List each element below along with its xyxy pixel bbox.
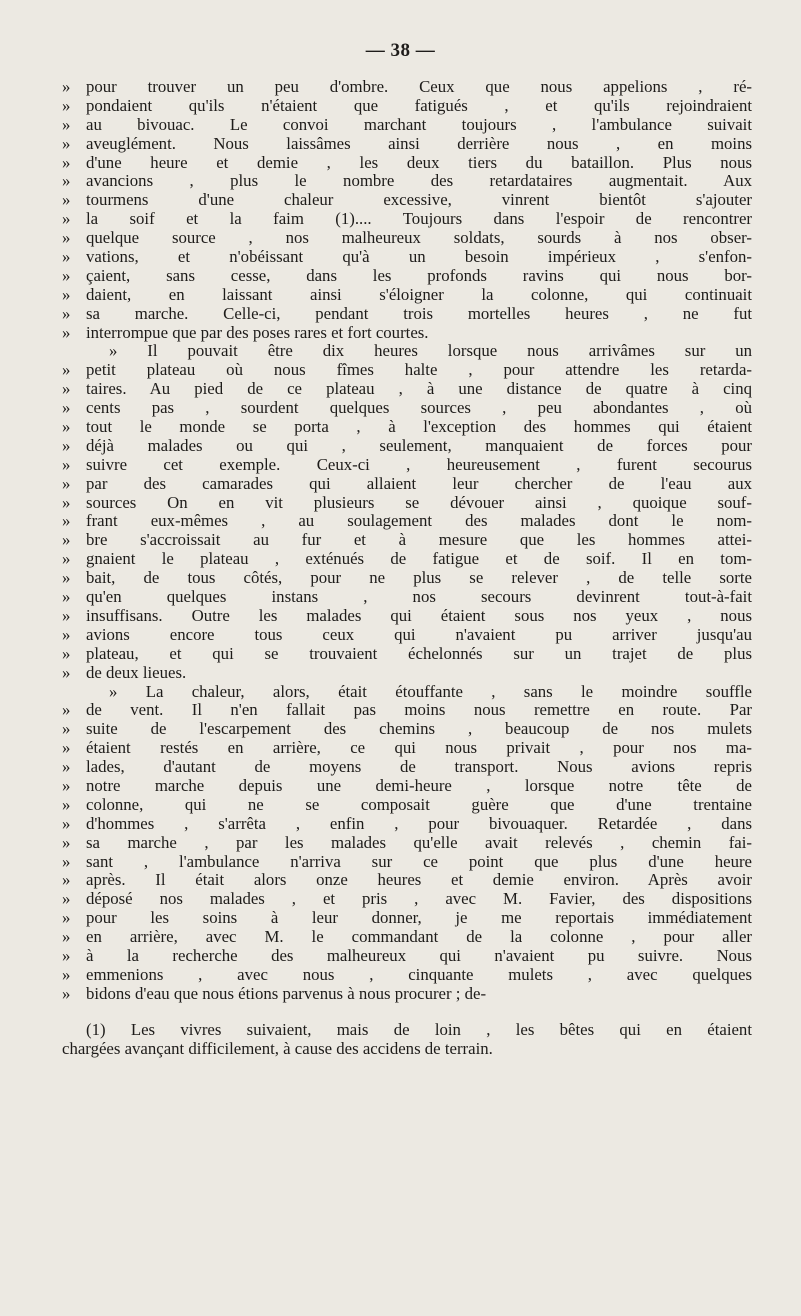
quote-mark: » (62, 964, 71, 984)
line-text: colonne, qui ne se composait guère que d'une trentaine (86, 795, 752, 814)
quote-mark: » (62, 813, 71, 833)
line-text: après. Il était alors onze heures et demie environ. Après avoir (86, 871, 752, 890)
text-line (62, 645, 752, 664)
line-text: avancions , plus le nombre des retardataires augmentait. Aux (86, 172, 752, 191)
line-text: quelque source , nos malheureux soldats, sourds à nos obser- (86, 229, 752, 248)
quote-mark: » (62, 927, 71, 947)
body-text (62, 78, 752, 1004)
line-text: suite de l'escarpement des chemins , beaucoup de nos mulets (86, 720, 752, 739)
line-text: pour les soins à leur donner, je me reportais immédiatement (86, 909, 752, 928)
text-line (62, 97, 752, 116)
quote-mark: » (62, 605, 71, 625)
line-text: pour trouver un peu d'ombre. Ceux que nous appelions , ré- (86, 78, 752, 96)
line-text: par des camarades qui allaient leur chercher de l'eau aux (86, 474, 752, 493)
line-text: plateau, et qui se trouvaient échelonnés sur un trajet de plus (86, 644, 752, 663)
text-line (62, 777, 752, 796)
quote-mark: » (62, 284, 71, 304)
text-line (62, 342, 752, 361)
text-line (62, 569, 752, 588)
quote-mark: » (62, 662, 71, 682)
line-text: d'une heure et demie , les deux tiers du bataillon. Plus nous (86, 153, 752, 172)
line-text: qu'en quelques instans , nos secours devinrent tout-à-fait (86, 588, 752, 607)
text-line (62, 78, 752, 97)
text-line (62, 135, 752, 154)
quote-mark: » (62, 700, 71, 720)
quote-mark: » (62, 908, 71, 928)
line-text: lades, d'autant de moyens de transport. Nous avions repris (86, 758, 752, 777)
quote-mark: » (62, 303, 71, 323)
footnote-line: chargées avançant difficilement, à cause des accidens de terrain. (62, 1039, 493, 1058)
line-text: interrompue que par des poses rares et fort courtes. (86, 323, 429, 342)
text-line (62, 815, 752, 834)
line-text: étaient restés en arrière, ce qui nous privait , pour nos ma- (86, 739, 752, 758)
quote-mark: » (62, 228, 71, 248)
text-line (62, 853, 752, 872)
quote-mark: » (62, 549, 71, 569)
line-text: çaient, sans cesse, dans les profonds ravins qui nous bor- (86, 266, 752, 285)
quote-mark: » (62, 794, 71, 814)
line-text: frant eux-mêmes , au soulagement des malades dont le nom- (86, 512, 752, 531)
text-line (62, 229, 752, 248)
quote-mark: » (62, 133, 71, 153)
line-text: » Il pouvait être dix heures lorsque nous arrivâmes sur un (109, 342, 752, 361)
quote-mark: » (62, 435, 71, 455)
line-text: à la recherche des malheureux qui n'avaient pu suivre. Nous (86, 946, 752, 965)
text-line (62, 512, 752, 531)
text-line (62, 683, 752, 702)
line-text: petit plateau où nous fîmes halte , pour attendre les retarda- (86, 361, 752, 380)
text-line (62, 928, 752, 947)
line-text: déposé nos malades , et pris , avec M. Favier, des dispositions (86, 890, 752, 909)
quote-mark: » (62, 511, 71, 531)
text-line (62, 494, 752, 513)
quote-mark: » (62, 190, 71, 210)
text-line (62, 890, 752, 909)
footnote (62, 1020, 752, 1058)
page-number: — 38 — (365, 40, 436, 61)
footnote-line: (1) Les vivres suivaient, mais de loin , les bêtes qui en étaient (86, 1020, 752, 1039)
line-text: daient, en laissant ainsi s'éloigner la colonne, qui continuait (86, 285, 752, 304)
text-line (62, 286, 752, 305)
quote-mark: » (62, 360, 71, 380)
quote-mark: » (62, 492, 71, 512)
text-line (62, 947, 752, 966)
quote-mark: » (62, 719, 71, 739)
text-line (62, 909, 752, 928)
text-line (62, 796, 752, 815)
line-text: de deux lieues. (86, 663, 187, 682)
line-text: emmenions , avec nous , cinquante mulets , avec quelques (86, 965, 752, 984)
quote-mark: » (62, 983, 71, 1003)
text-line (62, 210, 752, 229)
quote-mark: » (62, 417, 71, 437)
text-line (62, 834, 752, 853)
quote-mark: » (62, 568, 71, 588)
quote-mark: » (62, 757, 71, 777)
line-text: taires. Au pied de ce plateau , à une distance de quatre à cinq (86, 380, 752, 399)
text-line (62, 588, 752, 607)
text-line (62, 191, 752, 210)
text-line (62, 758, 752, 777)
line-text: déjà malades ou qui , seulement, manquaient de forces pour (86, 436, 752, 455)
text-line (62, 701, 752, 720)
line-text: sa marche , par les malades qu'elle avait relevés , chemin fai- (86, 833, 752, 852)
text-line (62, 116, 752, 135)
text-line (62, 475, 752, 494)
quote-mark: » (62, 209, 71, 229)
text-line (62, 248, 752, 267)
text-line (62, 437, 752, 456)
text-line (62, 966, 752, 985)
quote-mark: » (62, 832, 71, 852)
quote-mark: » (62, 738, 71, 758)
text-line (62, 399, 752, 418)
text-line (62, 720, 752, 739)
quote-mark: » (62, 152, 71, 172)
quote-mark: » (62, 587, 71, 607)
text-line (62, 550, 752, 569)
line-text: bait, de tous côtés, pour ne plus se relever , de telle sorte (86, 569, 752, 588)
quote-mark: » (62, 379, 71, 399)
text-line (62, 985, 752, 1004)
quote-mark: » (62, 265, 71, 285)
text-line (62, 361, 752, 380)
text-line (62, 456, 752, 475)
line-text: sant , l'ambulance n'arriva sur ce point que plus d'une heure (86, 852, 752, 871)
line-text: tourmens d'une chaleur excessive, vinrent bientôt s'ajouter (86, 191, 752, 210)
text-line (62, 324, 752, 343)
quote-mark: » (62, 889, 71, 909)
text-line (62, 172, 752, 191)
line-text: insuffisans. Outre les malades qui étaient sous nos yeux , nous (86, 606, 752, 625)
line-text: d'hommes , s'arrêta , enfin , pour bivouaquer. Retardée , dans (86, 814, 752, 833)
line-text: en arrière, avec M. le commandant de la colonne , pour aller (86, 928, 752, 947)
text-line (62, 871, 752, 890)
quote-mark: » (62, 398, 71, 418)
text-line (62, 739, 752, 758)
quote-mark: » (62, 77, 71, 96)
text-line (62, 531, 752, 550)
text-line (62, 154, 752, 173)
line-text: tout le monde se porta , à l'exception des hommes qui étaient (86, 418, 752, 437)
line-text: aveuglément. Nous laissâmes ainsi derrière nous , en moins (86, 134, 752, 153)
line-text: au bivouac. Le convoi marchant toujours , l'ambulance suivait (86, 115, 752, 134)
text-line (62, 626, 752, 645)
line-text: bidons d'eau que nous étions parvenus à nous procurer ; de- (86, 984, 487, 1003)
line-text: pondaient qu'ils n'étaient que fatigués , et qu'ils rejoindraient (86, 96, 752, 115)
line-text: vations, et n'obéissant qu'à un besoin impérieux , s'enfon- (86, 248, 752, 267)
text-line (62, 418, 752, 437)
line-text: avions encore tous ceux qui n'avaient pu arriver jusqu'au (86, 625, 752, 644)
quote-mark: » (62, 870, 71, 890)
line-text: de vent. Il n'en fallait pas moins nous remettre en route. Par (86, 701, 752, 720)
line-text: sources On en vit plusieurs se dévouer ainsi , quoique souf- (86, 493, 752, 512)
line-text: suivre cet exemple. Ceux-ci , heureusement , furent secourus (86, 455, 752, 474)
text-line (62, 305, 752, 324)
text-line (62, 267, 752, 286)
quote-mark: » (62, 775, 71, 795)
quote-mark: » (62, 454, 71, 474)
line-text: » La chaleur, alors, était étouffante , sans le moindre souffle (109, 682, 752, 701)
line-text: bre s'accroissait au fur et à mesure que les hommes attei- (86, 531, 752, 550)
quote-mark: » (62, 114, 71, 134)
line-text: gnaient le plateau , exténués de fatigue et de soif. Il en tom- (86, 550, 752, 569)
text-line (62, 380, 752, 399)
quote-mark: » (62, 95, 71, 115)
quote-mark: » (62, 322, 71, 342)
quote-mark: » (62, 530, 71, 550)
text-line (62, 607, 752, 626)
quote-mark: » (62, 643, 71, 663)
quote-mark: » (62, 171, 71, 191)
line-text: cents pas , sourdent quelques sources , peu abondantes , où (86, 399, 752, 418)
line-text: sa marche. Celle-ci, pendant trois mortelles heures , ne fut (86, 304, 752, 323)
line-text: notre marche depuis une demi-heure , lorsque notre tête de (86, 776, 752, 795)
quote-mark: » (62, 624, 71, 644)
text-line (62, 664, 752, 683)
line-text: la soif et la faim (1).... Toujours dans l'espoir de rencontrer (86, 210, 752, 229)
quote-mark: » (62, 473, 71, 493)
quote-mark: » (62, 247, 71, 267)
quote-mark: » (62, 851, 71, 871)
quote-mark: » (62, 945, 71, 965)
